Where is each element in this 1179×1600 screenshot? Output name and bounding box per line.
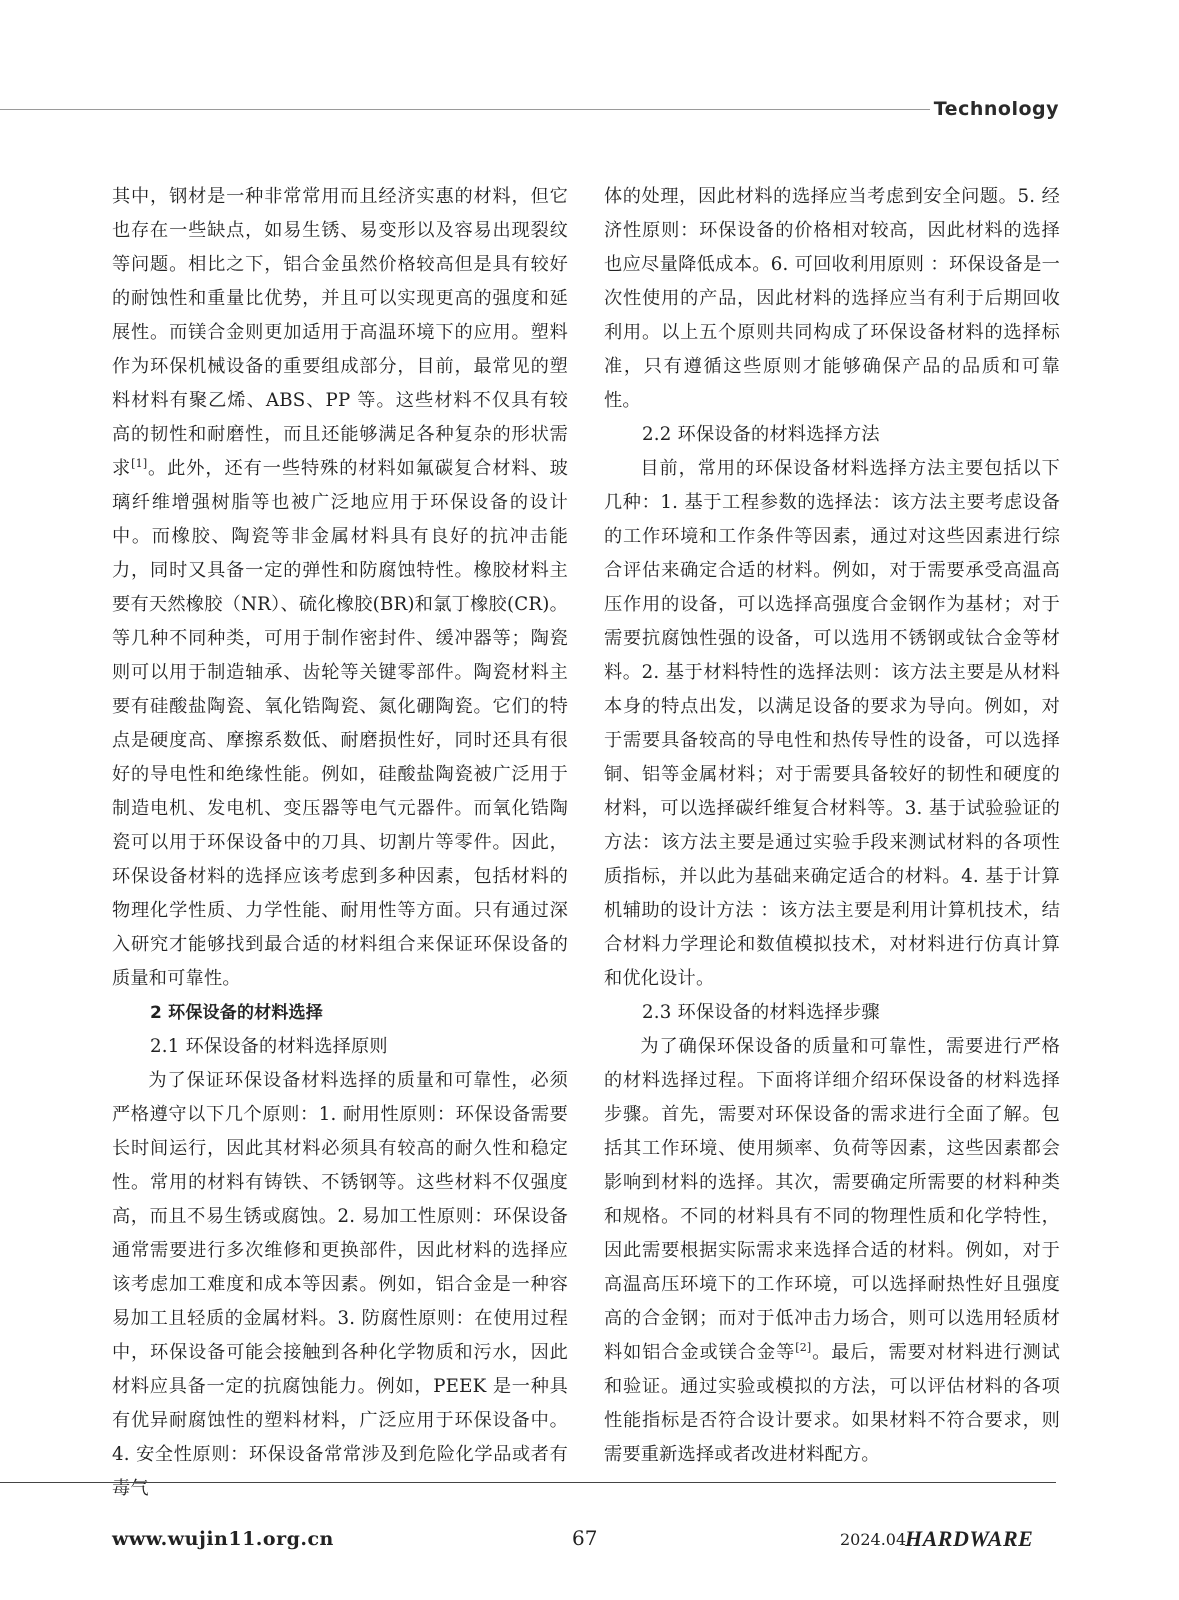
section-label: Technology [933, 98, 1059, 120]
subsection-heading: 2.3 环保设备的材料选择步骤 [642, 1002, 880, 1023]
body-paragraph [604, 1030, 1060, 1472]
paragraph-text: 其中，钢材是一种非常常用而且经济实惠的材料，但它也存在一些缺点，如易生锈、易变形以及容易出现裂纹等问题。相比之下，铝合金虽然价格较高但是具有较好的耐蚀性和重量比优势，并且可以实现更高的强度和延展性。而镁合金则更加适用于高温环境下的应用。塑料作为环保机械设备的重要组成部分，目前，最常见的塑料材料有聚乙烯、ABS、PP 等。这些材料不仅具有较高的韧性和耐磨性，而且还能够满足各种复杂的形状需求 [112, 186, 568, 479]
body-paragraph [112, 180, 568, 996]
page-number: 67 [572, 1526, 598, 1550]
issue-date: 2024.04 [840, 1530, 907, 1549]
subsection-heading: 2.2 环保设备的材料选择方法 [642, 424, 880, 445]
reference-marker: [1] [131, 457, 148, 470]
paragraph-text: 。此外，还有一些特殊的材料如氟碳复合材料、玻璃纤维增强树脂等也被广泛地应用于环保设备的设计中。而橡胶、陶瓷等非金属材料具有良好的抗冲击能力，同时又具备一定的弹性和防腐蚀特性。橡胶材料主要有天然橡胶（NR）、硫化橡胶(BR)和氯丁橡胶(CR)。等几种不同种类，可用于制作密封件、缓冲器等；陶瓷则可以用于制造轴承、齿轮等关键零部件。陶瓷材料主要有硅酸盐陶瓷、氧化锆陶瓷、氮化硼陶瓷。它们的特点是硬度高、摩擦系数低、耐磨损性好，同时还具有很好的导电性和绝缘性能。例如，硅酸盐陶瓷被广泛用于制造电机、发电机、变压器等电气元器件。而氧化锆陶瓷可以用于环保设备中的刀具、切割片等零件。因此，环保设备材料的选择应该考虑到多种因素，包括材料的物理化学性质、力学性能、耐用性等方面。只有通过深入研究才能够找到最合适的材料组合来保证环保设备的质量和可靠性。 [112, 458, 568, 989]
section-heading: 2 环保设备的材料选择 [150, 1003, 323, 1023]
reference-marker: [2] [795, 1341, 812, 1354]
footer-rule [0, 1482, 1056, 1483]
header-rule [0, 109, 930, 110]
body-paragraph: 为了保证环保设备材料选择的质量和可靠性，必须严格遵守以下几个原则：1. 耐用性原则：环保设备需要长时间运行，因此其材料必须具有较高的耐久性和稳定性。常用的材料有铸铁、不锈钢等。这些材料不仅强度高，而且不易生锈或腐蚀。2. 易加工性原则：环保设备通常需要进行多次维修和更换部件，因此材料的选择应该考虑加工难度和成本等因素。例如，铝合金是一种容易加工且轻质的金属材料。3. 防腐性原则：在使用过程中，环保设备可能会接触到各种化学物质和污水，因此材料应具备一定的抗腐蚀能力。例如，PEEK 是一种具有优异耐腐蚀性的塑料材料，广泛应用于环保设备中。4. 安全性原则：环保设备常常涉及到危险化学品或者有毒气 [112, 1070, 568, 1499]
paragraph-text: 为了确保环保设备的质量和可靠性，需要进行严格的材料选择过程。下面将详细介绍环保设备的材料选择步骤。首先，需要对环保设备的需求进行全面了解。包括其工作环境、使用频率、负荷等因素，这些因素都会影响到材料的选择。其次，需要确定所需要的材料种类和规格。不同的材料具有不同的物理性质和化学特性，因此需要根据实际需求来选择合适的材料。例如，对于高温高压环境下的工作环境，可以选择耐热性好且强度高的合金钢；而对于低冲击力场合，则可以选用轻质材料如铝合金或镁合金等 [604, 1036, 1060, 1363]
body-paragraph: 目前，常用的环保设备材料选择方法主要包括以下几种：1. 基于工程参数的选择法：该方法主要考虑设备的工作环境和工作条件等因素，通过对这些因素进行综合评估来确定合适的材料。例如，对于需要承受高温高压作用的设备，可以选择高强度合金钢作为基材；对于需要抗腐蚀性强的设备，可以选用不锈钢或钛合金等材料。2. 基于材料特性的选择法则：该方法主要是从材料本身的特点出发，以满足设备的要求为导向。例如，对于需要具备较高的导电性和热传导性的设备，可以选择铜、铝等金属材料；对于需要具备较好的韧性和硬度的材料，可以选择碳纤维复合材料等。3. 基于试验验证的方法：该方法主要是通过实验手段来测试材料的各项性质指标，并以此为基础来确定适合的材料。4. 基于计算机辅助的设计方法 ：该方法主要是利用计算机技术，结合材料力学理论和数值模拟技术，对材料进行仿真计算和优化设计。 [604, 458, 1060, 989]
right-column [604, 180, 1060, 1472]
left-column [112, 180, 568, 1506]
subsection-heading: 2.1 环保设备的材料选择原则 [150, 1036, 388, 1057]
footer-url: www.wujin11.org.cn [112, 1528, 334, 1550]
journal-brand: HARDWARE [905, 1526, 1034, 1551]
paragraph-text: 。最后，需要对材料进行测试和验证。通过实验或模拟的方法，可以评估材料的各项性能指标是否符合设计要求。如果材料不符合要求，则需要重新选择或者改进材料配方。 [604, 1342, 1060, 1465]
body-paragraph: 体的处理，因此材料的选择应当考虑到安全问题。5. 经济性原则：环保设备的价格相对较高，因此材料的选择也应尽量降低成本。6. 可回收利用原则 ：环保设备是一次性使用的产品，因此材料的选择应当有利于后期回收利用。以上五个原则共同构成了环保设备材料的选择标准，只有遵循这些原则才能够确保产品的品质和可靠性。 [604, 186, 1060, 411]
